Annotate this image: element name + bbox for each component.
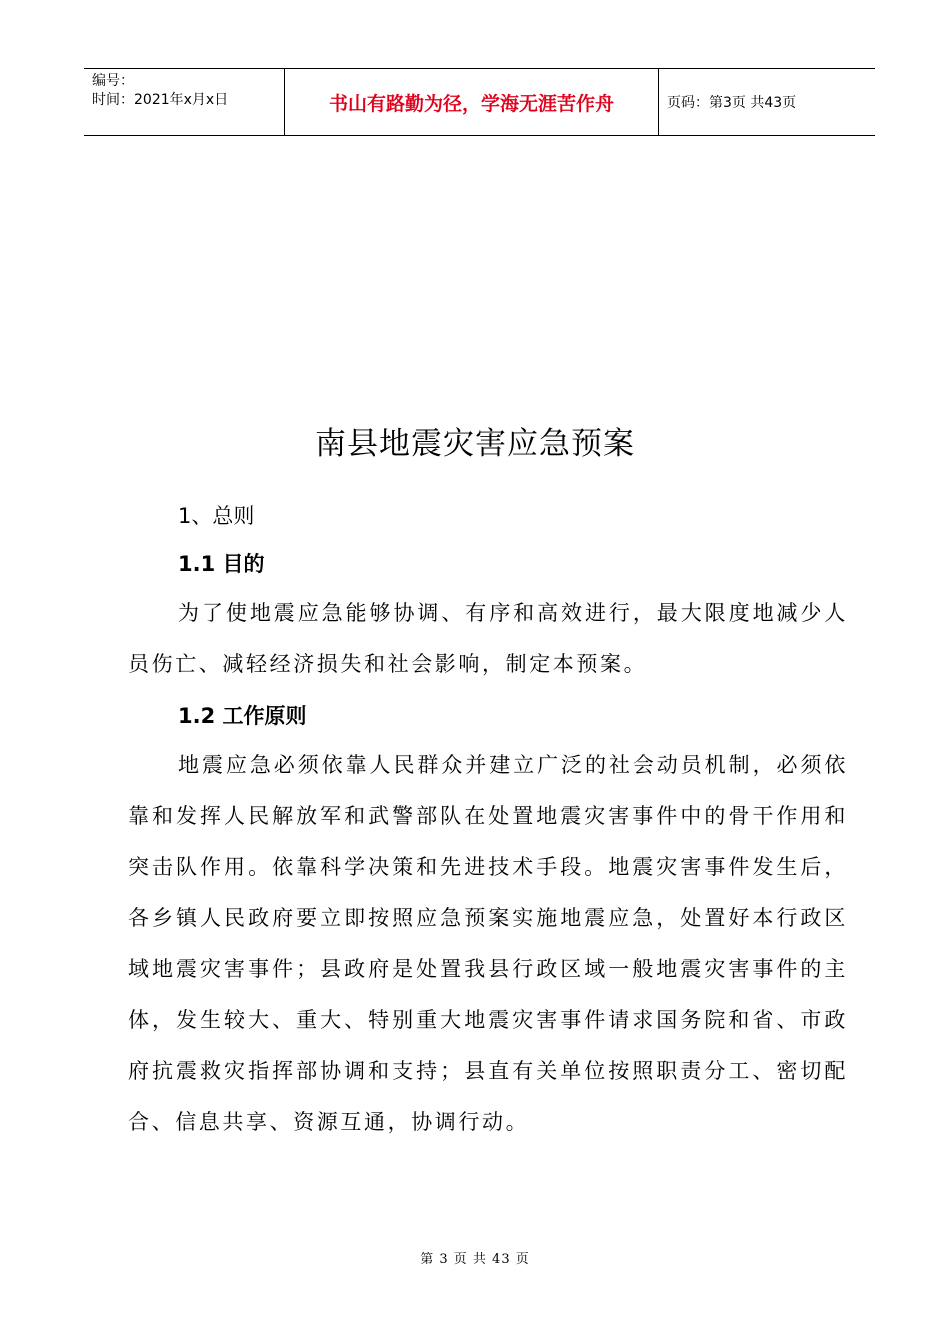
section-heading-purpose: 1.1 目的 (178, 552, 265, 576)
paragraph-purpose: 为了使地震应急能够协调、有序和高效进行，最大限度地减少人员伤亡、减轻经济损失和社会影响，制定本预案。 (128, 601, 848, 676)
header-page-info: 页码：第3页 共43页 (667, 95, 797, 111)
page-header (84, 68, 875, 136)
header-motto: 书山有路勤为径，学海无涯苦作舟 (285, 69, 659, 135)
paragraph-principles: 地震应急必须依靠人民群众并建立广泛的社会动员机制，必须依靠和发挥人民解放军和武警部队在处置地震灾害事件中的骨干作用和突击队作用。依靠科学决策和先进技术手段。地震灾害事件发生后，各乡镇人民政府要立即按照应急预案实施地震应急，处置好本行政区域地震灾害事件；县政府是处置我县行政区域一般地震灾害事件的主体，发生较大、重大、特别重大地震灾害事件请求国务院和省、市政府抗震救灾指挥部协调和支持；县直有关单位按照职责分工、密切配合、信息共享、资源互通，协调行动。 (128, 753, 848, 1134)
section-heading-principles: 1.2 工作原则 (178, 704, 307, 728)
document-title: 南县地震灾害应急预案 (315, 426, 635, 462)
header-meta (84, 69, 285, 135)
document-date-label: 时间：2021年x月x日 (92, 92, 229, 108)
document-number-label: 编号： (92, 73, 134, 89)
section-heading-general: 1、总则 (178, 504, 255, 528)
page-footer: 第 3 页 共 43 页 (420, 1252, 530, 1267)
